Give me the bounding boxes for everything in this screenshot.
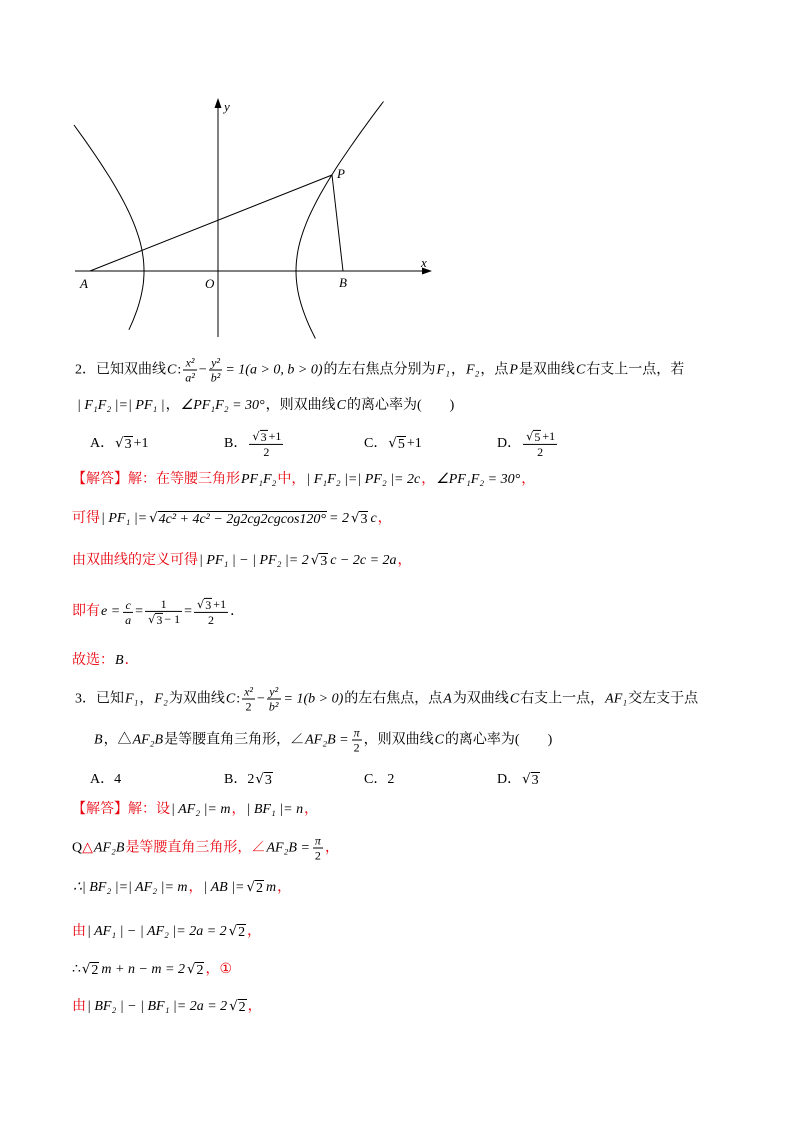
equation-marker: ① (219, 962, 233, 977)
hyperbola-left-branch (74, 125, 144, 330)
q3-stem-line-1 (75, 685, 698, 714)
stem-text: 是双曲线 (518, 362, 575, 377)
sqrt-radicand: 5 (534, 429, 541, 444)
math-expr: | AF₂ |= m (171, 802, 231, 817)
fraction-denominator: 2 (249, 444, 283, 459)
radical-sign: √ (526, 428, 534, 443)
q3-solution-line-5 (72, 961, 232, 979)
q3-solution-line-2 (72, 834, 339, 863)
math-expr: AF₂B = (305, 732, 349, 747)
option-label: C． (364, 436, 388, 451)
radical-sign: √ (350, 510, 360, 526)
radical-sign: √ (388, 435, 397, 451)
q2-solution-line-2 (72, 510, 392, 528)
solution-text: 中， (277, 472, 306, 487)
math-expr: | F₁F₂ |=| PF₁ | (77, 398, 165, 413)
math-expr: : (177, 362, 182, 377)
sqrt (255, 772, 272, 788)
solution-text: 即有 (72, 604, 100, 619)
q3-stem-line-2 (93, 726, 552, 755)
sqrt (115, 436, 132, 452)
stem-text: ，△ (103, 732, 132, 747)
solution-text: ， (377, 511, 392, 526)
math-expr: PF₁F₂ (241, 472, 277, 487)
math-expr: − (257, 691, 265, 706)
solution-text: ， (231, 802, 246, 817)
math-expr: ∴ (72, 962, 81, 977)
segment-ap (90, 175, 332, 271)
stem-text: ， (450, 362, 465, 377)
sqrt (149, 511, 327, 527)
sqrt-radicand: 2 (238, 924, 246, 940)
stem-text: 交左支于点 (628, 691, 699, 706)
math-expr: C (434, 732, 444, 747)
q2-option-b (224, 429, 285, 459)
radical-sign: √ (310, 552, 320, 568)
math-expr: A (443, 691, 452, 706)
fraction (523, 429, 557, 459)
fraction (123, 598, 133, 627)
q2-stem-line-2 (76, 397, 454, 415)
math-expr: c − 2c = 2a (330, 553, 397, 568)
stem-text: 为双曲线 (452, 691, 509, 706)
fraction-numerator: x² (244, 684, 254, 699)
fraction-numerator: y² (269, 684, 279, 699)
point-label-p: P (337, 166, 345, 181)
option-label: A． (90, 772, 115, 787)
radical-sign: √ (246, 879, 255, 895)
math-expr: − (198, 362, 207, 377)
math-expr: = (184, 604, 193, 619)
q2-solution-line-4 (72, 597, 244, 627)
fraction-numerator: x² (185, 355, 195, 370)
sqrt (82, 962, 99, 978)
sqrt-radicand: 4c² + 4c² − 2g2cg2cgcos120° (158, 511, 327, 527)
stem-text: 已知双曲线 (96, 362, 166, 377)
math-expr: = 1(b > 0) (283, 691, 344, 706)
q3-solution-line-6 (72, 998, 262, 1016)
math-expr: AF₂B (132, 732, 164, 747)
solution-text: 由 (72, 924, 86, 939)
fraction-numerator (194, 597, 228, 612)
q2-solution-line-5 (72, 652, 139, 670)
math-expr: +1 (406, 436, 422, 451)
solution-text: ， (188, 880, 203, 895)
fraction-denominator: 2 (523, 444, 557, 459)
sqrt-radicand: 2 (91, 962, 99, 978)
math-expr: C (225, 691, 236, 706)
fraction-denominator: 2 (313, 848, 323, 863)
sqrt-radicand: 3 (360, 511, 368, 527)
math-expr: | AB |= (203, 880, 245, 895)
math-expr: − 1 (164, 611, 181, 626)
stem-text: 为双曲线 (168, 691, 225, 706)
sqrt-radicand: 3 (156, 612, 163, 627)
math-expr: F₁ (125, 691, 139, 706)
math-expr: | PF₁ | − | PF₂ |= 2 (199, 553, 309, 568)
solution-text: 由双曲线的定义可得 (72, 553, 198, 568)
fraction-denominator (145, 611, 182, 627)
sqrt-radicand: 3 (260, 429, 267, 444)
math-expr: | F₁F₂ |=| PF₂ |= 2c (306, 472, 421, 487)
sqrt (388, 436, 405, 452)
q2-option-a (90, 435, 149, 453)
math-expr: c (370, 511, 377, 526)
math-expr: C (575, 362, 586, 377)
fraction-numerator (523, 429, 557, 444)
stem-text: 右支上一点， (520, 691, 605, 706)
hyperbola-right-branch (296, 102, 384, 339)
fraction-denominator: 2 (194, 612, 228, 627)
stem-text: 的左右焦点，点 (344, 691, 443, 706)
sqrt-radicand: 3 (531, 772, 539, 788)
q3-solution-line-4 (72, 923, 261, 941)
question-number: 3． (75, 691, 96, 706)
stem-text: 的左右焦点分别为 (323, 362, 436, 377)
math-expr: | BF₂ | − | BF₁ |= 2a = 2 (87, 999, 228, 1014)
math-expr: +1 (542, 428, 556, 443)
question-number: 2． (75, 362, 96, 377)
math-expr: +1 (213, 596, 227, 611)
solution-text: △ (82, 840, 93, 855)
sqrt (148, 613, 163, 627)
q2-option-c (364, 435, 422, 453)
stem-text: 的离心率为( ) (444, 732, 553, 747)
q3-option-c (364, 771, 394, 789)
option-label: B． (224, 772, 248, 787)
q3-option-b (224, 771, 274, 789)
solution-text: ， (247, 924, 262, 939)
axis-label-y: y (224, 99, 230, 114)
q3-option-a (90, 771, 121, 789)
radical-sign: √ (252, 428, 260, 443)
fraction (183, 356, 197, 385)
radical-sign: √ (186, 961, 196, 977)
solution-text: 是等腰直角三角形，∠ (125, 840, 266, 855)
radical-sign: √ (229, 998, 238, 1014)
q3-solution-line-1 (72, 801, 318, 819)
fraction (267, 685, 281, 714)
fraction (242, 685, 255, 714)
fraction-denominator: 2 (352, 740, 362, 755)
solution-text: ， (205, 962, 220, 977)
stem-text: 右支上一点，若 (586, 362, 685, 377)
solution-text: 故选： (72, 653, 114, 668)
sqrt (351, 511, 368, 527)
stem-text: ， (139, 691, 154, 706)
math-expr: = 1(a > 0, b > 0) (225, 362, 323, 377)
option-label: C． (364, 772, 388, 787)
option-label: B． (224, 436, 248, 451)
math-expr: = (135, 604, 144, 619)
fraction-denominator: b² (210, 370, 221, 385)
radical-sign: √ (255, 771, 264, 787)
sqrt (247, 880, 264, 896)
math-expr: | PF₁ |= (101, 511, 148, 526)
stem-text: ，点 (480, 362, 509, 377)
fraction-denominator: b² (268, 699, 279, 714)
option-label: A． (90, 436, 115, 451)
radical-sign: √ (228, 923, 238, 939)
fraction (194, 597, 228, 627)
radical-sign: √ (149, 510, 158, 526)
math-expr: +1 (133, 436, 149, 451)
fraction-numerator: c (125, 597, 131, 612)
sqrt-radicand: 3 (264, 772, 272, 788)
sqrt (197, 598, 212, 612)
segment-pb (332, 175, 343, 271)
math-expr: | AF₁ | − | AF₂ |= 2a = 2 (87, 924, 227, 939)
math-expr: : (236, 691, 241, 706)
math-expr: 4 (114, 772, 122, 787)
answer-choice: B (115, 653, 124, 668)
sqrt (229, 924, 246, 940)
math-expr: P (509, 362, 518, 377)
fraction-denominator: a² (185, 370, 195, 385)
solution-text: 【解答】解：设 (72, 802, 170, 817)
math-expr: C (167, 362, 177, 377)
q3-option-d (497, 771, 541, 789)
point-label-a: A (80, 276, 88, 291)
math-expr: m + n − m = 2 (101, 962, 185, 977)
fraction-numerator: π (353, 725, 360, 740)
solution-text: ， (421, 472, 436, 487)
stem-text: ， (165, 398, 180, 413)
sqrt-radicand: 2 (238, 999, 246, 1015)
q2-stem-line-1 (75, 356, 684, 385)
math-expr: ∠PF₁F₂ = 30° (436, 472, 521, 487)
math-expr: F₁ (436, 362, 450, 377)
math-expr: = 2 (329, 511, 349, 526)
sqrt (187, 962, 204, 978)
sqrt-radicand: 3 (124, 436, 132, 452)
fraction (209, 356, 223, 385)
solution-text: 可得 (72, 511, 100, 526)
stem-text: ，则双曲线 (265, 398, 336, 413)
stem-text: 的离心率为( ) (347, 398, 455, 413)
math-expr: C (336, 398, 346, 413)
math-expr: Q (72, 840, 83, 855)
hyperbola-figure (0, 0, 794, 345)
stem-text: 是等腰直角三角形，∠ (164, 732, 305, 747)
solution-text: ， (324, 840, 339, 855)
math-expr: e = (101, 604, 121, 619)
solution-text: ． (124, 653, 139, 668)
sqrt-radicand: 5 (397, 436, 405, 452)
sqrt-radicand: 2 (196, 962, 204, 978)
fraction-numerator (249, 429, 283, 444)
stem-text: 已知 (96, 691, 124, 706)
fraction-denominator: 2 (242, 699, 255, 714)
axis-label-x: x (421, 255, 427, 270)
math-expr: C (509, 691, 520, 706)
math-expr: +1 (268, 428, 282, 443)
math-expr: 2 (247, 772, 255, 787)
fraction (249, 429, 283, 459)
sqrt (252, 430, 267, 444)
fraction-denominator: a (125, 612, 132, 627)
sqrt-radicand: 2 (255, 880, 263, 896)
point-label-b: B (339, 275, 347, 290)
q2-solution-line-3 (72, 552, 412, 570)
fraction-numerator: y² (211, 355, 221, 370)
radical-sign: √ (115, 435, 124, 451)
radical-sign: √ (197, 596, 205, 611)
solution-text: ， (521, 472, 536, 487)
option-label: D． (497, 436, 522, 451)
fraction-numerator: π (314, 833, 321, 848)
sqrt-radicand: 3 (205, 597, 212, 612)
solution-text: ， (247, 999, 262, 1014)
y-axis-arrow-icon (215, 98, 222, 108)
q3-solution-line-3 (72, 879, 291, 897)
math-expr: ∴| BF₂ |=| AF₂ |= m (73, 880, 188, 895)
option-label: D． (497, 772, 522, 787)
sqrt (311, 553, 328, 569)
math-expr: F₂ (154, 691, 168, 706)
fraction (313, 834, 323, 863)
math-expr: AF₁ (605, 691, 628, 706)
math-expr: B (94, 732, 103, 747)
solution-text: 【解答】解：在等腰三角形 (72, 472, 240, 487)
math-expr: ∠PF₁F₂ = 30° (180, 398, 265, 413)
q2-option-d (497, 429, 559, 459)
sqrt-radicand: 3 (320, 553, 328, 569)
point-label-o: O (205, 276, 215, 291)
sqrt (229, 999, 246, 1015)
math-expr: AF₂B (93, 840, 125, 855)
radical-sign: √ (81, 961, 91, 977)
fraction (145, 597, 182, 627)
fraction-numerator: 1 (160, 596, 167, 611)
math-expr: AF₂B = (266, 840, 310, 855)
stem-text: ，则双曲线 (363, 732, 434, 747)
solution-text: 由 (72, 999, 86, 1014)
fraction (352, 726, 362, 755)
radical-sign: √ (522, 771, 531, 787)
solution-text: ， (277, 880, 292, 895)
solution-text: ． (230, 604, 245, 619)
solution-text: ， (304, 802, 319, 817)
radical-sign: √ (148, 611, 156, 626)
solution-text: ， (397, 553, 412, 568)
sqrt (526, 430, 541, 444)
math-expr: 2 (387, 772, 395, 787)
math-expr: F₂ (465, 362, 480, 377)
math-expr: m (265, 880, 277, 895)
math-expr: | BF₁ |= n (246, 802, 304, 817)
q2-solution-line-1 (72, 471, 535, 489)
sqrt (522, 772, 539, 788)
